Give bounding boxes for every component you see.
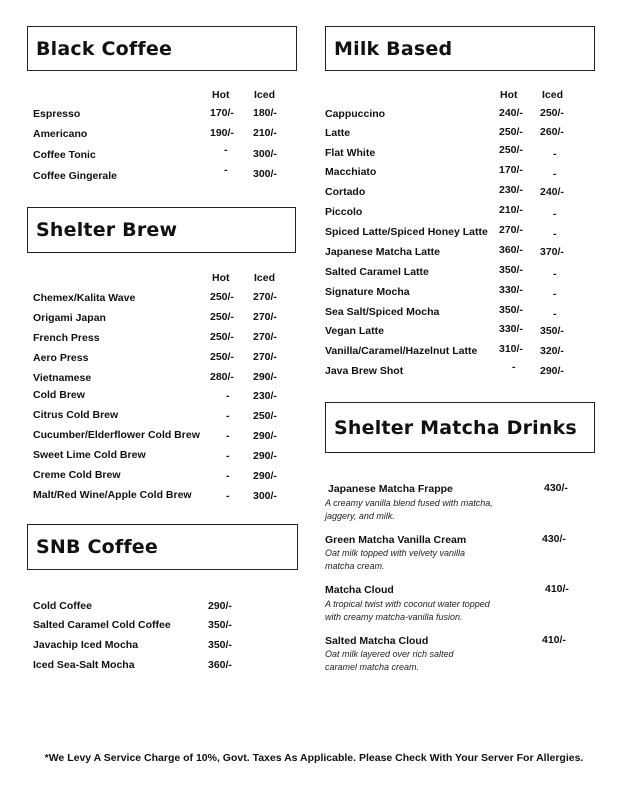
- milk-based-item-iced: -: [553, 228, 557, 240]
- shelter-brew-item-iced: 290/-: [253, 470, 277, 482]
- matcha-item-name: Salted Matcha Cloud: [325, 635, 429, 647]
- shelter-brew-item-iced: 290/-: [253, 371, 277, 383]
- shelter-brew-item-name: Chemex/Kalita Wave: [33, 292, 136, 304]
- shelter-brew-item-hot: -: [226, 450, 230, 462]
- milk-based-item-name: Signature Mocha: [325, 286, 410, 298]
- shelter-brew-item-hot: 250/-: [210, 331, 234, 343]
- milk-based-item-name: Vegan Latte: [325, 325, 384, 337]
- shelter-brew-item-name: Vietnamese: [33, 372, 92, 384]
- shelter-brew-item-name: French Press: [33, 332, 100, 344]
- milk-based-item-name: Latte: [325, 127, 351, 139]
- black-coffee-item-iced: 300/-: [253, 168, 277, 180]
- black-coffee-item-hot: 190/-: [210, 127, 234, 139]
- milk-based-item-hot: 170/-: [499, 164, 523, 176]
- shelter-brew-item-iced: 270/-: [253, 351, 277, 363]
- black-coffee-item-iced: 210/-: [253, 127, 277, 139]
- shelter-brew-title: Shelter Brew: [36, 219, 178, 241]
- matcha-desc-line: matcha cream.: [325, 561, 385, 571]
- milk-based-item-name: Salted Caramel Latte: [325, 266, 429, 278]
- shelter-brew-item-name: Creme Cold Brew: [33, 469, 121, 481]
- milk-based-item-name: Cappuccino: [325, 108, 386, 120]
- milk-based-item-hot: 350/-: [499, 264, 523, 276]
- milk-based-item-hot: -: [512, 361, 516, 373]
- matcha-header: [325, 402, 595, 453]
- black-coffee-hot-label: Hot: [212, 89, 230, 101]
- matcha-desc-line: caramel matcha cream.: [325, 662, 420, 672]
- matcha-item-name: Green Matcha Vanilla Cream: [325, 534, 467, 546]
- milk-based-item-iced: 350/-: [540, 325, 564, 337]
- matcha-item-price: 410/-: [545, 583, 569, 595]
- shelter-brew-item-hot: 280/-: [210, 371, 234, 383]
- milk-based-item-hot: 230/-: [499, 184, 523, 196]
- shelter-brew-item-hot: 250/-: [210, 311, 234, 323]
- milk-based-item-iced: 290/-: [540, 365, 564, 377]
- milk-based-item-name: Macchiato: [325, 166, 377, 178]
- black-coffee-header: [27, 26, 297, 71]
- shelter-brew-item-iced: 250/-: [253, 410, 277, 422]
- milk-based-item-hot: 330/-: [499, 323, 523, 335]
- snb-coffee-item-name: Cold Coffee: [33, 600, 92, 612]
- matcha-item-description: [325, 648, 454, 674]
- shelter-brew-item-iced: 230/-: [253, 390, 277, 402]
- shelter-brew-item-iced: 290/-: [253, 430, 277, 442]
- shelter-brew-item-name: Origami Japan: [33, 312, 106, 324]
- matcha-item-description: [325, 497, 493, 523]
- shelter-brew-item-iced: 270/-: [253, 291, 277, 303]
- shelter-brew-item-name: Malt/Red Wine/Apple Cold Brew: [33, 489, 192, 501]
- shelter-brew-item-hot: -: [226, 390, 230, 402]
- black-coffee-item-hot: -: [224, 144, 228, 156]
- milk-based-item-iced: -: [553, 308, 557, 320]
- milk-based-item-iced: 240/-: [540, 186, 564, 198]
- milk-based-item-hot: 270/-: [499, 224, 523, 236]
- milk-based-item-hot: 210/-: [499, 204, 523, 216]
- milk-based-item-iced: 370/-: [540, 246, 564, 258]
- shelter-brew-item-name: Citrus Cold Brew: [33, 409, 119, 421]
- milk-based-item-name: Piccolo: [325, 206, 363, 218]
- shelter-brew-item-name: Aero Press: [33, 352, 89, 364]
- black-coffee-item-name: Coffee Tonic: [33, 149, 96, 161]
- milk-based-item-hot: 350/-: [499, 304, 523, 316]
- milk-based-header: [325, 26, 595, 71]
- snb-coffee-item-name: Salted Caramel Cold Coffee: [33, 619, 171, 631]
- snb-coffee-title: SNB Coffee: [36, 536, 158, 558]
- matcha-title: Shelter Matcha Drinks: [334, 416, 577, 439]
- milk-based-item-iced: 250/-: [540, 107, 564, 119]
- milk-based-item-name: Sea Salt/Spiced Mocha: [325, 306, 440, 318]
- shelter-brew-hot-label: Hot: [212, 272, 230, 284]
- snb-coffee-item-price: 290/-: [208, 600, 232, 612]
- milk-based-item-hot: 330/-: [499, 284, 523, 296]
- black-coffee-item-name: Americano: [33, 128, 88, 140]
- shelter-brew-item-hot: -: [226, 430, 230, 442]
- shelter-brew-item-hot: -: [226, 470, 230, 482]
- matcha-desc-line: jaggery, and milk.: [325, 511, 395, 521]
- shelter-brew-item-hot: -: [226, 490, 230, 502]
- milk-based-item-iced: -: [553, 268, 557, 280]
- snb-coffee-item-price: 350/-: [208, 619, 232, 631]
- milk-based-item-iced: 320/-: [540, 345, 564, 357]
- matcha-item-description: [325, 598, 490, 624]
- matcha-desc-line: Oat milk topped with velvety vanilla: [325, 548, 466, 558]
- matcha-item-description: [325, 547, 465, 573]
- matcha-desc-line: Oat milk layered over rich salted: [325, 649, 454, 659]
- matcha-desc-line: with creamy matcha-vanilla fusion.: [325, 612, 463, 622]
- milk-based-iced-label: Iced: [542, 89, 564, 101]
- black-coffee-item-iced: 300/-: [253, 148, 277, 160]
- shelter-brew-item-hot: 250/-: [210, 351, 234, 363]
- black-coffee-iced-label: Iced: [254, 89, 276, 101]
- milk-based-item-name: Flat White: [325, 147, 376, 159]
- black-coffee-title: Black Coffee: [36, 37, 173, 60]
- matcha-item-price: 430/-: [542, 533, 566, 545]
- matcha-item-price: 410/-: [542, 634, 566, 646]
- milk-based-hot-label: Hot: [500, 89, 518, 101]
- shelter-brew-item-iced: 300/-: [253, 490, 277, 502]
- milk-based-item-hot: 240/-: [499, 107, 523, 119]
- shelter-brew-header: [27, 207, 296, 253]
- matcha-item-name: Japanese Matcha Frappe: [328, 483, 453, 495]
- milk-based-item-hot: 310/-: [499, 343, 523, 355]
- milk-based-item-name: Cortado: [325, 186, 366, 198]
- milk-based-item-name: Vanilla/Caramel/Hazelnut Latte: [325, 345, 478, 357]
- milk-based-item-iced: 260/-: [540, 126, 564, 138]
- snb-coffee-item-price: 360/-: [208, 659, 232, 671]
- milk-based-item-hot: 250/-: [499, 144, 523, 156]
- snb-coffee-item-name: Javachip Iced Mocha: [33, 639, 139, 651]
- milk-based-item-name: Spiced Latte/Spiced Honey Latte: [325, 226, 488, 238]
- black-coffee-item-name: Espresso: [33, 108, 81, 120]
- shelter-brew-item-hot: -: [226, 410, 230, 422]
- shelter-brew-item-name: Sweet Lime Cold Brew: [33, 449, 146, 461]
- milk-based-item-name: Java Brew Shot: [325, 365, 404, 377]
- black-coffee-item-hot: -: [224, 164, 228, 176]
- milk-based-item-hot: 360/-: [499, 244, 523, 256]
- shelter-brew-item-name: Cucumber/Elderflower Cold Brew: [33, 429, 200, 441]
- service-charge-note: *We Levy A Service Charge of 10%, Govt. Taxes As Applicable. Please Check With Your Server For Allergies.: [44, 752, 584, 764]
- black-coffee-item-hot: 170/-: [210, 107, 234, 119]
- milk-based-title: Milk Based: [334, 37, 453, 60]
- snb-coffee-header: [27, 524, 298, 570]
- matcha-item-price: 430/-: [544, 482, 568, 494]
- snb-coffee-item-price: 350/-: [208, 639, 232, 651]
- shelter-brew-item-iced: 270/-: [253, 311, 277, 323]
- milk-based-item-hot: 250/-: [499, 126, 523, 138]
- shelter-brew-item-name: Cold Brew: [33, 389, 85, 401]
- milk-based-item-iced: -: [553, 208, 557, 220]
- milk-based-item-iced: -: [553, 148, 557, 160]
- black-coffee-item-iced: 180/-: [253, 107, 277, 119]
- milk-based-item-iced: -: [553, 168, 557, 180]
- matcha-desc-line: A creamy vanilla blend fused with matcha,: [325, 498, 493, 508]
- shelter-brew-item-iced: 270/-: [253, 331, 277, 343]
- matcha-item-name: Matcha Cloud: [325, 584, 394, 596]
- milk-based-item-name: Japanese Matcha Latte: [325, 246, 440, 258]
- black-coffee-item-name: Coffee Gingerale: [33, 170, 118, 182]
- shelter-brew-iced-label: Iced: [254, 272, 276, 284]
- snb-coffee-item-name: Iced Sea-Salt Mocha: [33, 659, 135, 671]
- matcha-desc-line: A tropical twist with coconut water topped: [325, 599, 490, 609]
- shelter-brew-item-iced: 290/-: [253, 450, 277, 462]
- shelter-brew-item-hot: 250/-: [210, 291, 234, 303]
- milk-based-item-iced: -: [553, 288, 557, 300]
